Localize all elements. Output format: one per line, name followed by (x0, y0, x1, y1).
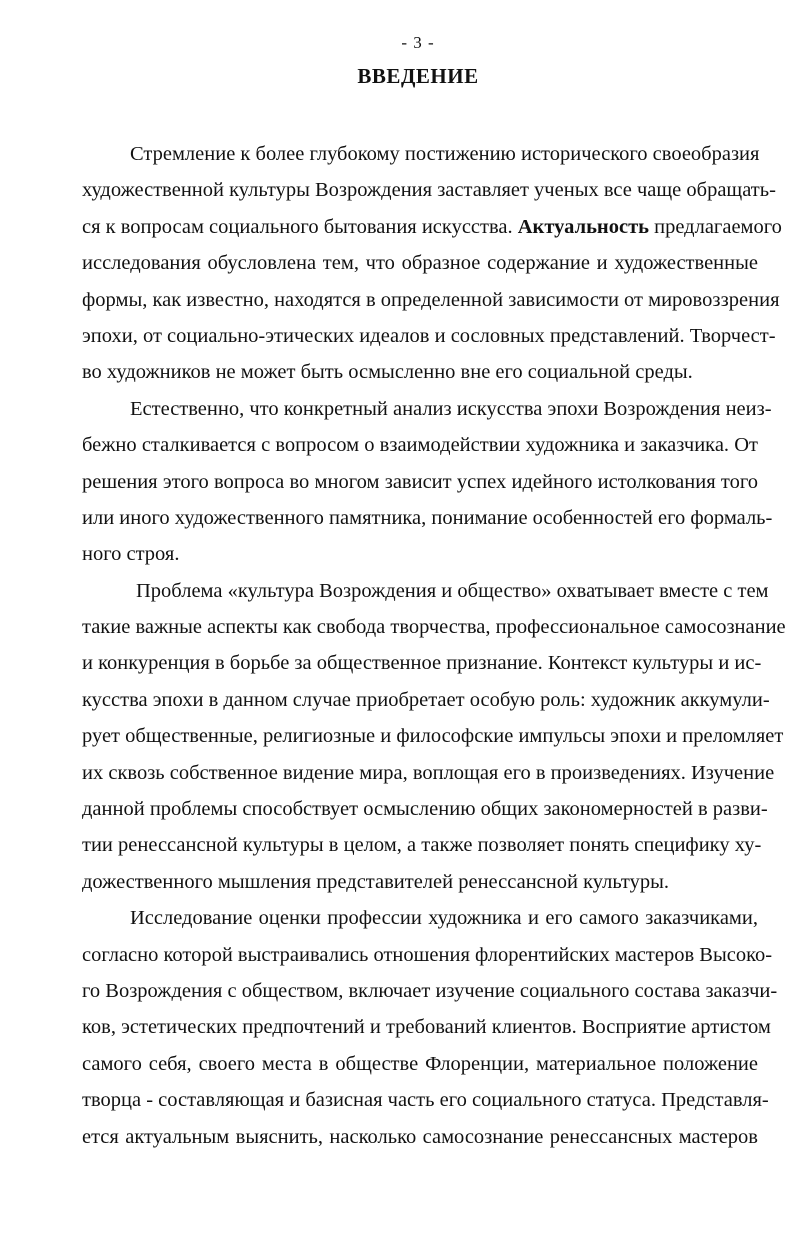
text-line: эпохи, от социально-этических идеалов и сословных представлений. Творчест- (82, 324, 776, 347)
text-line: бежно сталкивается с вопросом о взаимодействии художника и заказчика. От (82, 434, 758, 457)
text-line: го Возрождения с обществом, включает изучение социального состава заказчи- (82, 979, 778, 1002)
text-line: Исследование оценки профессии художника и его самого заказчиками, (130, 907, 758, 930)
text-line: такие важные аспекты как свобода творчества, профессиональное самосознание (82, 616, 786, 639)
text-line: решения этого вопроса во многом зависит успех идейного истолкования того (82, 470, 758, 493)
text-line: их сквозь собственное видение мира, воплощая его в произведениях. Изучение (82, 761, 775, 784)
text-line: согласно которой выстраивались отношения флорентийских мастеров Высоко- (82, 943, 773, 966)
text-line: или иного художественного памятника, понимание особенностей его формаль- (82, 506, 773, 529)
text-line: самого себя, своего места в обществе Флоренции, материальное положение (82, 1052, 758, 1075)
text-segment: предлагаемого (649, 215, 782, 238)
text-line: и конкуренция в борьбе за общественное признание. Контекст культуры и ис- (82, 652, 762, 675)
text-line: формы, как известно, находятся в определенной зависимости от мировоззрения (82, 288, 780, 311)
text-line: рует общественные, религиозные и философские импульсы эпохи и преломляет (82, 725, 784, 748)
paragraph-2 (82, 391, 773, 573)
text-line: дожественного мышления представителей ренессансной культуры. (82, 870, 669, 893)
text-line: Проблема «культура Возрождения и общество» охватывает вместе с тем (136, 579, 769, 602)
page-number: - 3 - (401, 33, 435, 52)
text-line: исследования обусловлена тем, что образное содержание и художественные (82, 252, 758, 275)
text-line: ков, эстетических предпочтений и требований клиентов. Восприятие артистом (82, 1016, 771, 1039)
text-line: тии ренессансной культуры в целом, а также позволяет понять специфику ху- (82, 834, 762, 857)
text-line: данной проблемы способствует осмыслению общих закономерностей в разви- (82, 798, 768, 821)
text-line: кусства эпохи в данном случае приобретает особую роль: художник аккумули- (82, 688, 770, 711)
text-line: Естественно, что конкретный анализ искусства эпохи Возрождения неиз- (130, 397, 772, 420)
text-line: Стремление к более глубокому постижению исторического своеобразия (130, 143, 760, 165)
text-line: ного строя. (82, 543, 180, 566)
text-segment: ся к вопросам социального бытования искусства. (82, 215, 518, 238)
text-line: во художников не может быть осмысленно вне его социальной среды. (82, 361, 693, 384)
page-title: ВВЕДЕНИЕ (357, 64, 479, 88)
document-body (82, 136, 786, 1155)
paragraph-4 (82, 900, 778, 1155)
bold-term: Актуальность (517, 215, 649, 238)
text-line: художественной культуры Возрождения заставляет ученых все чаще обращать- (82, 179, 776, 202)
paragraph-1 (82, 136, 782, 391)
text-line: творца - составляющая и базисная часть его социального статуса. Представля- (82, 1089, 769, 1112)
text-line (82, 209, 782, 245)
text-line: ется актуальным выяснить, насколько самосознание ренессансных мастеров (82, 1125, 758, 1148)
paragraph-3 (82, 573, 786, 901)
